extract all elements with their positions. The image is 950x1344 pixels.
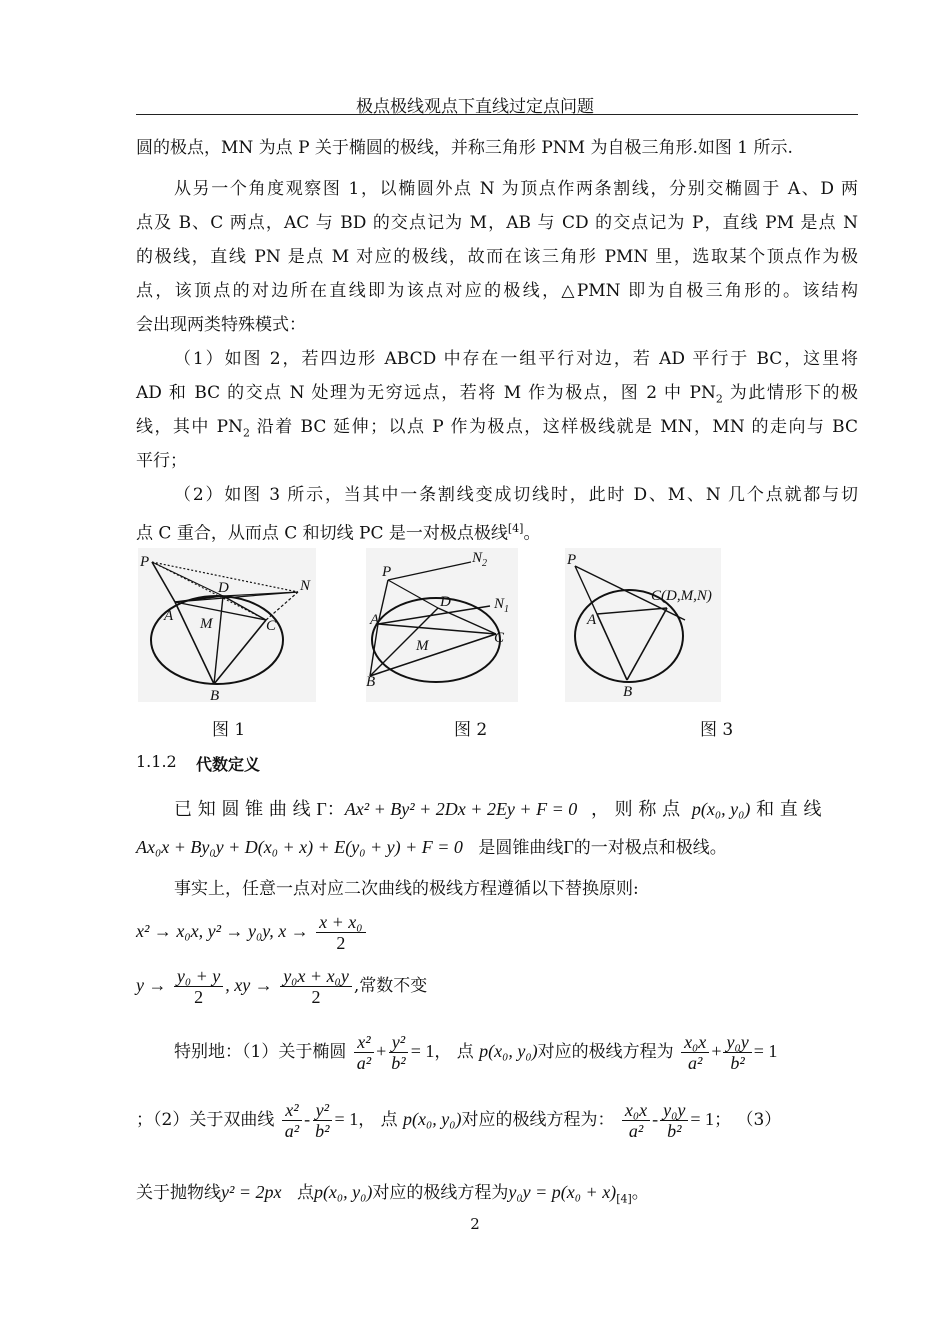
paragraph-line: 的极线，直线 PN 是点 M 对应的极线，故而在该三角形 PMN 里，选取某个顶点作为极 — [136, 247, 858, 267]
page-header-title: 极点极线观点下直线过定点问题 — [356, 97, 594, 117]
section-number: 1.1.2 — [136, 752, 177, 771]
pole-point: p(x₀, y₀) — [403, 1109, 462, 1129]
special-line-1 — [174, 1032, 777, 1073]
fig3-label-A: A — [587, 612, 597, 628]
numerator: y² — [389, 1032, 408, 1053]
pole-point: p(x₀, y₀) — [691, 799, 751, 819]
operator: + — [711, 1041, 722, 1061]
fraction — [388, 1032, 408, 1073]
fig2-label-N2 — [471, 550, 487, 569]
figure-1-caption: 图 1 — [212, 720, 246, 740]
fig2-label-A: A — [370, 612, 380, 628]
text: 和 直 线 — [756, 799, 822, 820]
numerator: y₀y — [723, 1032, 751, 1053]
equals-one: = 1 — [334, 1109, 359, 1129]
figure-1 — [138, 548, 316, 702]
denominator: a² — [628, 1121, 644, 1141]
text: 特别地：（1）关于椭圆 — [174, 1042, 347, 1062]
numerator: x² — [282, 1100, 301, 1121]
equals-one: = 1 — [690, 1109, 715, 1129]
polar-line-equation: Ax₀x + By₀y + D(x₀ + x) + E(y₀ + y) + F = 0 — [136, 837, 463, 857]
figure-3 — [565, 548, 721, 702]
paragraph-line: 点，该顶点的对边所在直线即为该点对应的极线，△PMN 即为自极三角形的。该结构 — [136, 281, 858, 301]
paragraph-line: 从另一个角度观察图 1，以椭圆外点 N 为顶点作两条割线，分别交椭圆于 A、D 两 — [174, 179, 858, 199]
paragraph-line — [136, 382, 858, 410]
text: 是圆锥曲线 — [478, 838, 564, 858]
pole-point: p(x₀, y₀) — [313, 1182, 373, 1202]
paragraph-line: 会出现两类特殊模式： — [136, 315, 306, 335]
special-line-3 — [136, 1178, 649, 1205]
parabola-equation: y² = 2px — [221, 1182, 282, 1202]
denominator: 2 — [311, 987, 321, 1007]
paragraph-line: （1）如图 2，若四边形 ABCD 中存在一组平行对边，若 AD 平行于 BC，这里将 — [174, 349, 858, 369]
text: ： — [326, 799, 345, 820]
fig2-label-N1-sub: 1 — [504, 604, 510, 615]
fig2-label-M: M — [416, 638, 429, 654]
fig1-label-B: B — [210, 688, 220, 702]
figure-2 — [366, 548, 518, 702]
fig2-label-B: B — [366, 674, 376, 690]
gamma-symbol: Γ — [563, 837, 574, 857]
paragraph-line: （2）如图 3 所示，当其中一条割线变成切线时，此时 D、M、N 几个点就都与切 — [174, 485, 858, 505]
gamma-symbol: Γ — [316, 799, 327, 819]
fig1-label-D: D — [218, 580, 229, 596]
fig3-label-C: C(D,M,N) — [651, 588, 712, 604]
denominator: 2 — [194, 987, 204, 1007]
fig2-label-P: P — [382, 564, 392, 580]
text: 。 — [631, 1183, 649, 1203]
rule-line-2 — [136, 966, 427, 1007]
subscript: 2 — [715, 392, 723, 406]
fig2-label-D: D — [440, 594, 451, 610]
definition-line-1 — [136, 798, 858, 821]
fraction — [354, 1032, 374, 1073]
rule-text: x² → x₀x, y² → y₀y, x → — [136, 921, 309, 941]
special-line-2 — [136, 1100, 781, 1141]
text: ， 则 称 点 — [590, 799, 681, 820]
fraction — [282, 1100, 302, 1141]
fraction — [316, 912, 365, 953]
numerator: y₀x + x₀y — [280, 966, 352, 987]
denominator: b² — [391, 1053, 406, 1073]
fraction — [723, 1032, 751, 1073]
fig1-label-M: M — [200, 616, 213, 632]
fraction — [174, 966, 223, 1007]
text: ， 点 — [358, 1110, 398, 1130]
operator: + — [376, 1041, 387, 1061]
fraction — [681, 1032, 709, 1073]
citation: [4] — [507, 522, 524, 535]
text: 的一对极点和极线。 — [573, 838, 727, 858]
text: ， 点 — [434, 1042, 474, 1062]
text: AD 和 BC 的交点 N 处理为无穷远点，若将 M 作为极点，图 2 中 PN — [136, 383, 716, 403]
paragraph-line: 事实上，任意一点对应二次曲线的极线方程遵循以下替换原则: — [174, 879, 639, 899]
section-title: 代数定义 — [196, 755, 261, 774]
fig2-label-N2-sub: 2 — [482, 558, 488, 569]
denominator: a² — [284, 1121, 300, 1141]
text: ； （3） — [714, 1110, 782, 1130]
fig1-label-N: N — [300, 578, 311, 594]
numerator: x₀x — [681, 1032, 709, 1053]
paragraph-line: 平行； — [136, 451, 187, 471]
operator: - — [652, 1109, 659, 1129]
rule-text: ,常数不变 — [353, 976, 428, 996]
text: 关于抛物线 — [136, 1183, 221, 1203]
fig2-label-N1 — [493, 596, 509, 615]
fig3-label-B: B — [623, 684, 633, 700]
text: 点 — [296, 1183, 314, 1203]
figure-3-caption: 图 3 — [700, 720, 734, 740]
denominator: b² — [730, 1053, 745, 1073]
text: （2）关于双曲线 — [153, 1110, 275, 1130]
rule-text: y → — [136, 975, 167, 995]
denominator: b² — [315, 1121, 330, 1141]
fig2-label-N1-text: N — [494, 596, 505, 612]
rule-text: , xy → — [225, 975, 273, 995]
numerator: y₀ + y — [174, 966, 223, 987]
page-number: 2 — [470, 1215, 480, 1233]
fig2-label-C: C — [494, 630, 505, 646]
denominator: 2 — [336, 933, 346, 953]
paragraph-line — [136, 416, 858, 444]
numerator: x² — [354, 1032, 373, 1053]
text: 对应的极线方程为 — [372, 1183, 509, 1203]
text: 点 C 重合，从而点 C 和切线 PC 是一对极点极线 — [136, 523, 508, 544]
parabola-polar-equation: y₀y = p(x₀ + x) — [508, 1182, 617, 1202]
text: 。 — [523, 523, 541, 544]
equals-one: = 1 — [753, 1041, 778, 1061]
fig1-label-C: C — [266, 618, 277, 634]
denominator: b² — [667, 1121, 682, 1141]
text: ； — [136, 1110, 153, 1130]
fig1-label-A: A — [164, 608, 174, 624]
operator: - — [304, 1109, 311, 1129]
fraction — [312, 1100, 332, 1141]
fig2-label-N2-text: N — [472, 550, 483, 566]
paragraph-line: 点及 B、C 两点，AC 与 BD 的交点记为 M，AB 与 CD 的交点记为 P，直线 PM 是点 N — [136, 213, 858, 233]
fig1-label-P: P — [140, 554, 150, 570]
rule-line-1 — [136, 912, 368, 953]
text: 对应的极线方程为： — [461, 1110, 615, 1130]
numerator: y₀y — [660, 1100, 688, 1121]
fraction — [280, 966, 352, 1007]
pole-point: p(x₀, y₀) — [479, 1041, 538, 1061]
fig3-label-P: P — [567, 552, 577, 568]
paragraph-line — [136, 518, 858, 545]
text: 为此情形下的极 — [722, 383, 859, 403]
fraction — [622, 1100, 650, 1141]
denominator: a² — [687, 1053, 703, 1073]
paragraph-line: 圆的极点，MN 为点 P 关于椭圆的极线，并称三角形 PNM 为自极三角形.如图 1 所示. — [136, 138, 793, 158]
text: 线，其中 PN — [136, 417, 243, 437]
subscript: 2 — [242, 426, 250, 440]
text: 对应的极线方程为 — [537, 1042, 674, 1062]
header-rule — [136, 114, 858, 115]
definition-line-2 — [136, 836, 858, 859]
numerator: y² — [313, 1100, 332, 1121]
equals-one: = 1 — [410, 1041, 435, 1061]
text: 沿着 BC 延伸；以点 P 作为极点，这样极线就是 MN，MN 的走向与 BC — [249, 417, 858, 437]
conic-equation: Ax² + By² + 2Dx + 2Ey + F = 0 — [344, 799, 578, 819]
denominator: a² — [356, 1053, 372, 1073]
fraction — [660, 1100, 688, 1141]
figure-2-caption: 图 2 — [454, 720, 488, 740]
text: 已 知 圆 锥 曲 线 — [174, 799, 311, 820]
numerator: x + x₀ — [316, 912, 365, 933]
citation: [4] — [616, 1192, 632, 1206]
numerator: x₀x — [622, 1100, 650, 1121]
